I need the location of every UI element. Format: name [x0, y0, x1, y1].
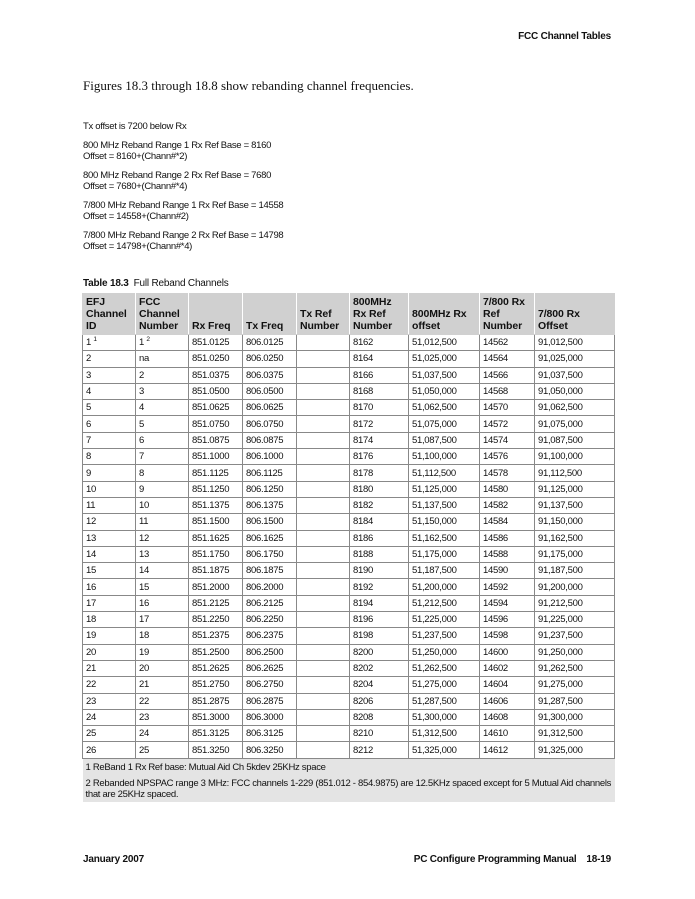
cell-rx-freq: 851.1500 — [189, 514, 243, 530]
cell-tx-ref-number — [297, 595, 350, 611]
cell-rx-offset-7800: 91,275,000 — [535, 677, 615, 693]
cell-tx-freq: 806.0250 — [243, 351, 297, 367]
cell-rx-offset-7800: 91,237,500 — [535, 628, 615, 644]
cell-tx-ref-number — [297, 416, 350, 432]
cell-rx-offset-7800: 91,200,000 — [535, 579, 615, 595]
cell-rx-ref-800-number: 8186 — [350, 530, 409, 546]
cell-rx-ref-800-number: 8180 — [350, 481, 409, 497]
cell-rx-offset-800: 51,137,500 — [409, 497, 480, 513]
cell-tx-freq: 806.1125 — [243, 465, 297, 481]
cell-rx-offset-800: 51,262,500 — [409, 660, 480, 676]
cell-fcc-channel-number: 13 — [136, 546, 189, 562]
cell-rx-freq: 851.3250 — [189, 742, 243, 758]
cell-tx-freq: 806.1500 — [243, 514, 297, 530]
cell-fcc-channel-number: 8 — [136, 465, 189, 481]
cell-rx-ref-7800-number: 14568 — [480, 383, 535, 399]
cell-rx-offset-800: 51,050,000 — [409, 383, 480, 399]
cell-efj-channel-id: 13 — [83, 530, 136, 546]
cell-rx-offset-7800: 91,075,000 — [535, 416, 615, 432]
cell-tx-freq: 806.1000 — [243, 449, 297, 465]
cell-rx-offset-800: 51,287,500 — [409, 693, 480, 709]
cell-efj-channel-id: 26 — [83, 742, 136, 758]
cell-tx-ref-number — [297, 612, 350, 628]
table-row — [83, 497, 615, 513]
table-row — [83, 660, 615, 676]
cell-rx-ref-7800-number: 14596 — [480, 612, 535, 628]
cell-tx-freq: 806.0875 — [243, 432, 297, 448]
cell-rx-offset-800: 51,150,000 — [409, 514, 480, 530]
cell-fcc-channel-number: 19 — [136, 644, 189, 660]
cell-fcc-channel-number: 7 — [136, 449, 189, 465]
cell-rx-freq: 851.2750 — [189, 677, 243, 693]
cell-rx-freq: 851.1375 — [189, 497, 243, 513]
cell-fcc-channel-number: 17 — [136, 612, 189, 628]
cell-rx-offset-7800: 91,012,500 — [535, 335, 615, 351]
cell-tx-ref-number — [297, 432, 350, 448]
cell-rx-ref-800-number: 8162 — [350, 335, 409, 351]
cell-tx-ref-number — [297, 709, 350, 725]
cell-efj-channel-id: 5 — [83, 400, 136, 416]
table-row — [83, 742, 615, 758]
full-reband-channels-table — [82, 293, 615, 802]
cell-rx-ref-800-number: 8212 — [350, 742, 409, 758]
cell-rx-offset-7800: 91,250,000 — [535, 644, 615, 660]
table-footnote-row — [83, 775, 615, 802]
table-header-row — [83, 294, 615, 335]
table-row — [83, 400, 615, 416]
footer-manual-title: PC Configure Programming Manual — [413, 854, 577, 865]
cell-rx-offset-7800: 91,175,000 — [535, 546, 615, 562]
cell-rx-freq: 851.1125 — [189, 465, 243, 481]
footer-page-number: 18-19 — [586, 854, 611, 865]
cell-rx-offset-7800: 91,225,000 — [535, 612, 615, 628]
table-row — [83, 335, 615, 351]
cell-rx-offset-800: 51,312,500 — [409, 726, 480, 742]
cell-rx-freq: 851.1625 — [189, 530, 243, 546]
range2-7800-offset-note: Offset = 14798+(Chann#*4) — [83, 241, 193, 252]
cell-rx-ref-7800-number: 14576 — [480, 449, 535, 465]
cell-rx-offset-800: 51,250,000 — [409, 644, 480, 660]
cell-rx-offset-7800: 91,187,500 — [535, 563, 615, 579]
table-row — [83, 595, 615, 611]
cell-tx-ref-number — [297, 644, 350, 660]
cell-rx-offset-7800: 91,287,500 — [535, 693, 615, 709]
cell-rx-ref-7800-number: 14564 — [480, 351, 535, 367]
cell-rx-freq: 851.1000 — [189, 449, 243, 465]
cell-efj-channel-id: 10 — [83, 481, 136, 497]
cell-tx-freq: 806.2875 — [243, 693, 297, 709]
cell-fcc-channel-number: na — [136, 351, 189, 367]
cell-fcc-channel-number: 11 — [136, 514, 189, 530]
cell-rx-freq: 851.3125 — [189, 726, 243, 742]
cell-fcc-channel-number: 1 $^2$ — [136, 335, 189, 351]
cell-tx-freq: 806.2500 — [243, 644, 297, 660]
cell-efj-channel-id: 6 — [83, 416, 136, 432]
cell-efj-channel-id: 17 — [83, 595, 136, 611]
column-header-tx-ref-number: Tx Ref Number — [297, 294, 350, 335]
cell-rx-offset-7800: 91,300,000 — [535, 709, 615, 725]
cell-rx-ref-7800-number: 14574 — [480, 432, 535, 448]
cell-rx-freq: 851.0375 — [189, 367, 243, 383]
cell-rx-offset-800: 51,175,000 — [409, 546, 480, 562]
table-footnote-row — [83, 758, 615, 775]
column-header-fcc-channel-number: FCC Channel Number — [136, 294, 189, 335]
cell-rx-offset-7800: 91,125,000 — [535, 481, 615, 497]
table-row — [83, 693, 615, 709]
cell-rx-ref-7800-number: 14592 — [480, 579, 535, 595]
cell-rx-ref-800-number: 8174 — [350, 432, 409, 448]
cell-efj-channel-id: 3 — [83, 367, 136, 383]
table-row — [83, 612, 615, 628]
cell-rx-ref-800-number: 8168 — [350, 383, 409, 399]
cell-rx-freq: 851.2000 — [189, 579, 243, 595]
cell-rx-ref-7800-number: 14586 — [480, 530, 535, 546]
cell-fcc-channel-number: 25 — [136, 742, 189, 758]
cell-rx-offset-800: 51,125,000 — [409, 481, 480, 497]
cell-tx-freq: 806.2625 — [243, 660, 297, 676]
cell-tx-freq: 806.0750 — [243, 416, 297, 432]
table-caption-title: Full Reband Channels — [133, 278, 229, 289]
cell-rx-ref-7800-number: 14590 — [480, 563, 535, 579]
range1-7800-offset-note: Offset = 14558+(Chann#2) — [83, 211, 189, 222]
cell-rx-freq: 851.1250 — [189, 481, 243, 497]
table-row — [83, 726, 615, 742]
cell-tx-ref-number — [297, 693, 350, 709]
table-row — [83, 546, 615, 562]
table-row — [83, 383, 615, 399]
cell-rx-offset-7800: 91,312,500 — [535, 726, 615, 742]
cell-efj-channel-id: 19 — [83, 628, 136, 644]
cell-rx-ref-7800-number: 14580 — [480, 481, 535, 497]
table-row — [83, 579, 615, 595]
cell-rx-offset-7800: 91,162,500 — [535, 530, 615, 546]
cell-tx-freq: 806.0125 — [243, 335, 297, 351]
cell-rx-ref-800-number: 8204 — [350, 677, 409, 693]
cell-fcc-channel-number: 4 — [136, 400, 189, 416]
cell-tx-ref-number — [297, 677, 350, 693]
cell-rx-offset-800: 51,062,500 — [409, 400, 480, 416]
cell-tx-ref-number — [297, 628, 350, 644]
table-row — [83, 351, 615, 367]
cell-tx-freq: 806.3250 — [243, 742, 297, 758]
table-row — [83, 481, 615, 497]
cell-fcc-channel-number: 9 — [136, 481, 189, 497]
cell-rx-freq: 851.2875 — [189, 693, 243, 709]
cell-rx-offset-800: 51,025,000 — [409, 351, 480, 367]
cell-efj-channel-id: 23 — [83, 693, 136, 709]
cell-rx-ref-800-number: 8176 — [350, 449, 409, 465]
cell-efj-channel-id: 18 — [83, 612, 136, 628]
cell-tx-ref-number — [297, 660, 350, 676]
cell-tx-freq: 806.2000 — [243, 579, 297, 595]
column-header-tx-freq: Tx Freq — [243, 294, 297, 335]
cell-rx-ref-7800-number: 14594 — [480, 595, 535, 611]
table-caption — [83, 278, 229, 289]
cell-tx-freq: 806.1250 — [243, 481, 297, 497]
table-footnote: 2 Rebanded NPSPAC range 3 MHz: FCC channels 1-229 (851.012 - 854.9875) are 12.5KHz spaced except for 5 Mutual Aid channels that are 25KHz spaced. — [83, 775, 615, 802]
cell-rx-ref-7800-number: 14588 — [480, 546, 535, 562]
cell-rx-freq: 851.0750 — [189, 416, 243, 432]
cell-rx-offset-800: 51,162,500 — [409, 530, 480, 546]
footer-date: January 2007 — [83, 854, 144, 865]
footnote-marker: 2 — [146, 336, 150, 344]
cell-rx-offset-800: 51,212,500 — [409, 595, 480, 611]
cell-rx-ref-7800-number: 14600 — [480, 644, 535, 660]
cell-tx-freq: 806.1375 — [243, 497, 297, 513]
cell-rx-ref-7800-number: 14578 — [480, 465, 535, 481]
cell-rx-freq: 851.2375 — [189, 628, 243, 644]
cell-rx-ref-7800-number: 14608 — [480, 709, 535, 725]
cell-efj-channel-id: 22 — [83, 677, 136, 693]
cell-efj-channel-id: 25 — [83, 726, 136, 742]
table-row — [83, 432, 615, 448]
cell-tx-freq: 806.2750 — [243, 677, 297, 693]
cell-rx-ref-7800-number: 14570 — [480, 400, 535, 416]
cell-rx-ref-800-number: 8164 — [350, 351, 409, 367]
cell-rx-ref-800-number: 8200 — [350, 644, 409, 660]
cell-fcc-channel-number: 12 — [136, 530, 189, 546]
cell-rx-freq: 851.2250 — [189, 612, 243, 628]
intro-paragraph: Figures 18.3 through 18.8 show rebanding channel frequencies. — [83, 78, 414, 93]
cell-tx-ref-number — [297, 563, 350, 579]
cell-rx-freq: 851.0125 — [189, 335, 243, 351]
column-header-rx-offset-800: 800MHz Rx offset — [409, 294, 480, 335]
column-header-rx-ref-800-number: 800MHz Rx Ref Number — [350, 294, 409, 335]
range2-800-offset-note: Offset = 7680+(Chann#*4) — [83, 181, 188, 192]
cell-rx-ref-7800-number: 14604 — [480, 677, 535, 693]
cell-rx-ref-800-number: 8170 — [350, 400, 409, 416]
cell-rx-offset-7800: 91,137,500 — [535, 497, 615, 513]
cell-efj-channel-id: 8 — [83, 449, 136, 465]
cell-rx-ref-800-number: 8192 — [350, 579, 409, 595]
cell-rx-offset-800: 51,325,000 — [409, 742, 480, 758]
cell-tx-freq: 806.1625 — [243, 530, 297, 546]
cell-tx-ref-number — [297, 351, 350, 367]
cell-rx-offset-7800: 91,100,000 — [535, 449, 615, 465]
cell-fcc-channel-number: 18 — [136, 628, 189, 644]
cell-tx-ref-number — [297, 514, 350, 530]
table-row — [83, 644, 615, 660]
cell-rx-offset-800: 51,100,000 — [409, 449, 480, 465]
cell-rx-ref-7800-number: 14610 — [480, 726, 535, 742]
cell-rx-offset-7800: 91,087,500 — [535, 432, 615, 448]
cell-fcc-channel-number: 2 — [136, 367, 189, 383]
table-row — [83, 367, 615, 383]
cell-tx-ref-number — [297, 465, 350, 481]
tx-offset-note: Tx offset is 7200 below Rx — [83, 121, 187, 132]
cell-rx-offset-800: 51,225,000 — [409, 612, 480, 628]
cell-fcc-channel-number: 22 — [136, 693, 189, 709]
table-row — [83, 449, 615, 465]
cell-rx-ref-800-number: 8190 — [350, 563, 409, 579]
column-header-efj-channel-id: EFJ Channel ID — [83, 294, 136, 335]
cell-tx-ref-number — [297, 383, 350, 399]
cell-fcc-channel-number: 5 — [136, 416, 189, 432]
cell-rx-ref-7800-number: 14598 — [480, 628, 535, 644]
cell-rx-offset-800: 51,275,000 — [409, 677, 480, 693]
cell-tx-freq: 806.2250 — [243, 612, 297, 628]
column-header-rx-freq: Rx Freq — [189, 294, 243, 335]
cell-rx-freq: 851.0625 — [189, 400, 243, 416]
cell-rx-offset-7800: 91,062,500 — [535, 400, 615, 416]
cell-rx-offset-800: 51,300,000 — [409, 709, 480, 725]
cell-rx-ref-800-number: 8178 — [350, 465, 409, 481]
cell-tx-ref-number — [297, 449, 350, 465]
cell-tx-ref-number — [297, 335, 350, 351]
cell-rx-freq: 851.2500 — [189, 644, 243, 660]
cell-rx-freq: 851.1875 — [189, 563, 243, 579]
table-row — [83, 563, 615, 579]
cell-rx-ref-7800-number: 14606 — [480, 693, 535, 709]
cell-fcc-channel-number: 14 — [136, 563, 189, 579]
column-header-rx-ref-7800-number: 7/800 Rx Ref Number — [480, 294, 535, 335]
cell-efj-channel-id: 1 $^1$ — [83, 335, 136, 351]
range2-800-base-note: 800 MHz Reband Range 2 Rx Ref Base = 7680 — [83, 170, 272, 181]
cell-rx-freq: 851.1750 — [189, 546, 243, 562]
cell-fcc-channel-number: 16 — [136, 595, 189, 611]
cell-tx-freq: 806.0500 — [243, 383, 297, 399]
cell-rx-offset-800: 51,112,500 — [409, 465, 480, 481]
page-header-section-title: FCC Channel Tables — [518, 31, 611, 42]
cell-rx-offset-800: 51,012,500 — [409, 335, 480, 351]
cell-rx-freq: 851.3000 — [189, 709, 243, 725]
cell-tx-freq: 806.1750 — [243, 546, 297, 562]
reband-notes — [83, 121, 503, 252]
footnote-marker: 1 — [93, 336, 97, 344]
cell-efj-channel-id: 11 — [83, 497, 136, 513]
cell-tx-freq: 806.3000 — [243, 709, 297, 725]
cell-rx-ref-7800-number: 14584 — [480, 514, 535, 530]
cell-rx-freq: 851.2125 — [189, 595, 243, 611]
cell-rx-ref-800-number: 8166 — [350, 367, 409, 383]
range2-7800-base-note: 7/800 MHz Reband Range 2 Rx Ref Base = 14798 — [83, 230, 284, 241]
cell-efj-channel-id: 24 — [83, 709, 136, 725]
cell-rx-ref-800-number: 8202 — [350, 660, 409, 676]
cell-efj-channel-id: 16 — [83, 579, 136, 595]
range1-7800-base-note: 7/800 MHz Reband Range 1 Rx Ref Base = 14558 — [83, 200, 284, 211]
cell-rx-ref-7800-number: 14572 — [480, 416, 535, 432]
table-row — [83, 677, 615, 693]
range1-800-offset-note: Offset = 8160+(Chann#*2) — [83, 151, 188, 162]
cell-efj-channel-id: 9 — [83, 465, 136, 481]
cell-rx-ref-800-number: 8196 — [350, 612, 409, 628]
cell-rx-ref-800-number: 8198 — [350, 628, 409, 644]
cell-rx-ref-7800-number: 14602 — [480, 660, 535, 676]
cell-fcc-channel-number: 24 — [136, 726, 189, 742]
cell-rx-freq: 851.0500 — [189, 383, 243, 399]
table-caption-label: Table 18.3 — [83, 278, 129, 289]
cell-rx-ref-800-number: 8184 — [350, 514, 409, 530]
cell-rx-offset-7800: 91,112,500 — [535, 465, 615, 481]
cell-tx-ref-number — [297, 579, 350, 595]
cell-rx-ref-800-number: 8194 — [350, 595, 409, 611]
cell-rx-ref-7800-number: 14612 — [480, 742, 535, 758]
table-row — [83, 709, 615, 725]
cell-efj-channel-id: 7 — [83, 432, 136, 448]
cell-rx-offset-7800: 91,325,000 — [535, 742, 615, 758]
cell-tx-ref-number — [297, 497, 350, 513]
range1-800-base-note: 800 MHz Reband Range 1 Rx Ref Base = 8160 — [83, 140, 272, 151]
cell-fcc-channel-number: 20 — [136, 660, 189, 676]
cell-tx-ref-number — [297, 530, 350, 546]
cell-fcc-channel-number: 10 — [136, 497, 189, 513]
cell-fcc-channel-number: 21 — [136, 677, 189, 693]
table-row — [83, 514, 615, 530]
cell-tx-freq: 806.0625 — [243, 400, 297, 416]
cell-rx-ref-800-number: 8208 — [350, 709, 409, 725]
table-row — [83, 416, 615, 432]
cell-efj-channel-id: 20 — [83, 644, 136, 660]
column-header-rx-offset-7800: 7/800 Rx Offset — [535, 294, 615, 335]
cell-rx-offset-800: 51,087,500 — [409, 432, 480, 448]
cell-rx-offset-7800: 91,212,500 — [535, 595, 615, 611]
cell-efj-channel-id: 12 — [83, 514, 136, 530]
cell-tx-ref-number — [297, 400, 350, 416]
cell-rx-ref-800-number: 8206 — [350, 693, 409, 709]
cell-efj-channel-id: 14 — [83, 546, 136, 562]
cell-tx-freq: 806.2375 — [243, 628, 297, 644]
cell-fcc-channel-number: 23 — [136, 709, 189, 725]
cell-tx-freq: 806.0375 — [243, 367, 297, 383]
cell-rx-offset-7800: 91,025,000 — [535, 351, 615, 367]
cell-rx-ref-800-number: 8182 — [350, 497, 409, 513]
cell-efj-channel-id: 4 — [83, 383, 136, 399]
cell-rx-offset-7800: 91,050,000 — [535, 383, 615, 399]
cell-rx-ref-800-number: 8210 — [350, 726, 409, 742]
cell-efj-channel-id: 2 — [83, 351, 136, 367]
cell-efj-channel-id: 21 — [83, 660, 136, 676]
cell-tx-ref-number — [297, 367, 350, 383]
cell-rx-freq: 851.0875 — [189, 432, 243, 448]
cell-tx-freq: 806.1875 — [243, 563, 297, 579]
cell-rx-freq: 851.2625 — [189, 660, 243, 676]
cell-rx-ref-800-number: 8172 — [350, 416, 409, 432]
cell-rx-ref-7800-number: 14582 — [480, 497, 535, 513]
cell-rx-offset-800: 51,237,500 — [409, 628, 480, 644]
cell-rx-offset-800: 51,075,000 — [409, 416, 480, 432]
table-row — [83, 628, 615, 644]
cell-efj-channel-id: 15 — [83, 563, 136, 579]
cell-tx-ref-number — [297, 726, 350, 742]
cell-tx-ref-number — [297, 742, 350, 758]
cell-rx-offset-800: 51,200,000 — [409, 579, 480, 595]
cell-rx-ref-7800-number: 14562 — [480, 335, 535, 351]
footer-manual-info — [414, 854, 611, 865]
cell-fcc-channel-number: 6 — [136, 432, 189, 448]
cell-rx-offset-800: 51,187,500 — [409, 563, 480, 579]
table-row — [83, 530, 615, 546]
cell-rx-offset-7800: 91,150,000 — [535, 514, 615, 530]
cell-rx-freq: 851.0250 — [189, 351, 243, 367]
cell-tx-freq: 806.2125 — [243, 595, 297, 611]
cell-rx-offset-800: 51,037,500 — [409, 367, 480, 383]
cell-tx-ref-number — [297, 546, 350, 562]
table-row — [83, 465, 615, 481]
cell-tx-ref-number — [297, 481, 350, 497]
table-body — [83, 335, 615, 802]
table-footnote: 1 ReBand 1 Rx Ref base: Mutual Aid Ch 5kdev 25KHz space — [83, 758, 615, 775]
cell-rx-offset-7800: 91,262,500 — [535, 660, 615, 676]
cell-fcc-channel-number: 15 — [136, 579, 189, 595]
cell-fcc-channel-number: 3 — [136, 383, 189, 399]
cell-rx-offset-7800: 91,037,500 — [535, 367, 615, 383]
cell-rx-ref-7800-number: 14566 — [480, 367, 535, 383]
cell-rx-ref-800-number: 8188 — [350, 546, 409, 562]
cell-tx-freq: 806.3125 — [243, 726, 297, 742]
